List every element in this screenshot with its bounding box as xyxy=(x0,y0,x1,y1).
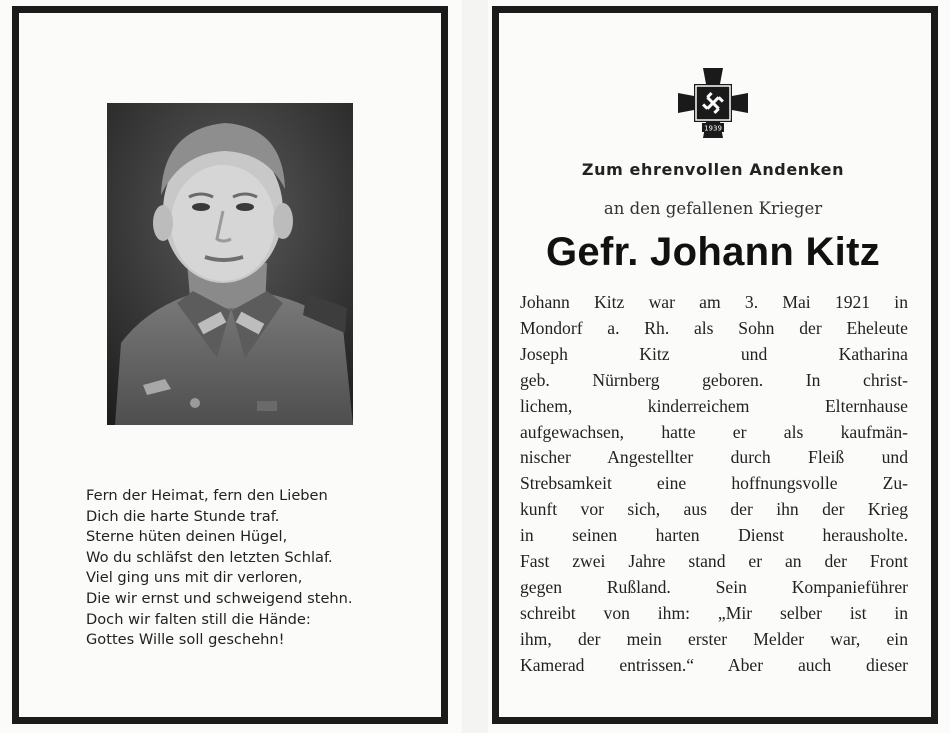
bio-line: Fast zwei Jahre stand er an der Front xyxy=(520,551,908,572)
bio-line: gegen Rußland. Sein Kompanieführer xyxy=(520,576,908,597)
poem-line: Fern der Heimat, fern den Lieben xyxy=(86,487,328,504)
dedication-heading: Zum ehrenvollen Andenken xyxy=(581,160,845,179)
bio-line: nischer Angestellter durch Fleiß und xyxy=(520,447,908,468)
right-card-panel xyxy=(488,0,950,733)
poem-line: Gottes Wille soll geschehn! xyxy=(86,631,285,649)
left-card-panel xyxy=(0,0,462,733)
bio-line: Johann Kitz war am 3. Mai 1921 in xyxy=(520,292,908,312)
bio-line: ihm, der mein erster Melder war, ein xyxy=(520,628,908,649)
card-fold-gutter xyxy=(462,0,488,733)
subtitle-line: an den gefallenen Krieger xyxy=(603,199,823,218)
poem-line: Viel ging uns mit dir verloren, xyxy=(86,569,303,587)
poem-line: Sterne hüten deinen Hügel, xyxy=(86,528,288,546)
poem-line: Die wir ernst und schweigend stehn. xyxy=(86,589,353,607)
memorial-poem xyxy=(86,486,406,651)
soldier-name: Gefr. Johann Kitz xyxy=(545,230,881,274)
biography-text xyxy=(520,290,908,679)
bio-line: Mondorf a. Rh. als Sohn der Eheleute xyxy=(520,317,908,338)
bio-line: geb. Nürnberg geboren. In christ- xyxy=(520,369,908,390)
cross-year: 1939 xyxy=(704,124,722,133)
bio-line: kunft vor sich, aus der ihn der Krieg xyxy=(520,499,908,520)
poem-line: Wo du schläfst den letzten Schlaf. xyxy=(86,548,333,566)
bio-line: schreibt von ihm: „Mir selber ist in xyxy=(520,602,908,623)
portrait-photo-icon xyxy=(107,103,353,425)
bio-line: aufgewachsen, hatte er als kaufmän- xyxy=(520,421,908,442)
bio-line: Strebsamkeit eine hoffnungsvolle Zu- xyxy=(520,473,908,494)
bio-line: lichem, kinderreichem Elternhause xyxy=(520,395,908,416)
poem-line: Doch wir falten still die Hände: xyxy=(86,610,311,628)
poem-line: Dich die harte Stunde traf. xyxy=(86,507,280,525)
soldier-portrait xyxy=(107,103,353,425)
iron-cross-icon xyxy=(676,66,750,140)
bio-line: Joseph Kitz und Katharina xyxy=(520,343,908,364)
bio-line: in seinen harten Dienst herausholte. xyxy=(520,525,908,546)
bio-line: Kamerad entrissen.“ Aber auch dieser xyxy=(520,654,908,675)
